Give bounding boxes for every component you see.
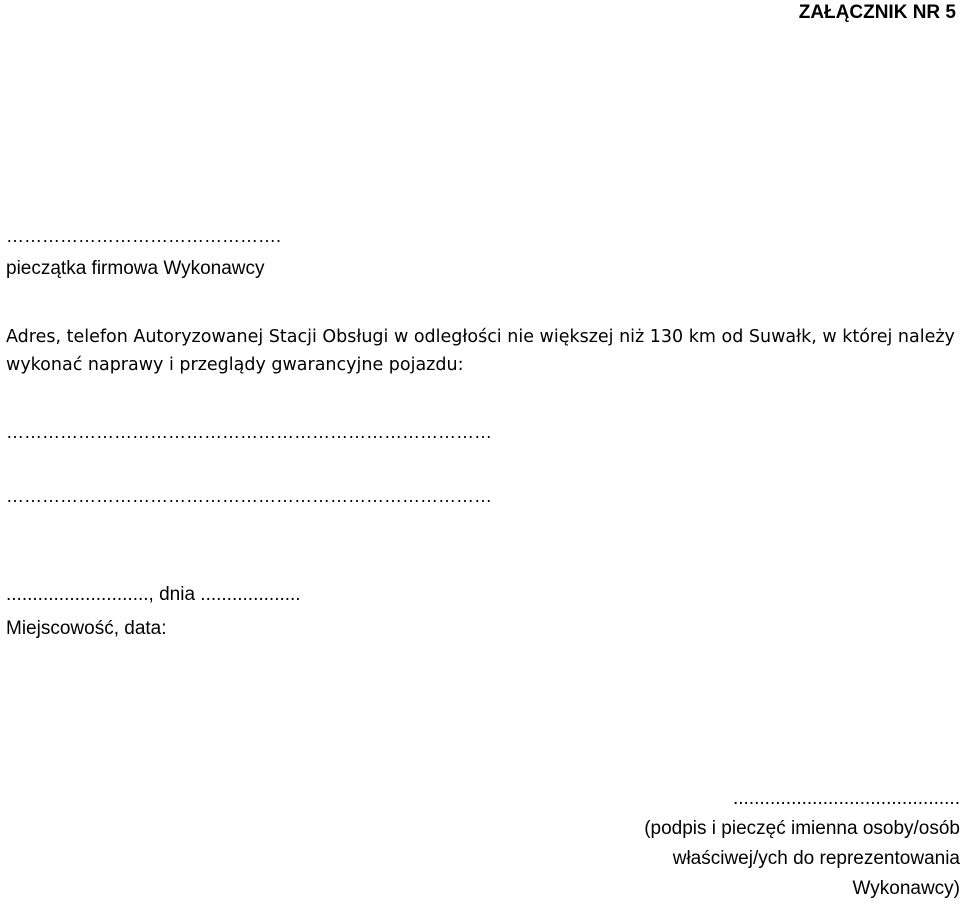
fill-line-2: ……………………………………………………………………… xyxy=(6,486,492,506)
place-date-field: ..........................., dnia ................... xyxy=(6,584,301,605)
stamp-placeholder-dots: ………………………………………. xyxy=(6,226,282,246)
signature-block xyxy=(540,784,960,904)
document-header: ZAŁĄCZNIK NR 5 xyxy=(798,2,956,23)
signature-caption-line-3: Wykonawcy) xyxy=(852,878,960,899)
fill-line-1: ……………………………………………………………………… xyxy=(6,422,492,442)
stamp-label: pieczątka firmowa Wykonawcy xyxy=(6,258,265,279)
place-date-label: Miejscowość, data: xyxy=(6,618,167,639)
signature-dots: ........................................... xyxy=(733,788,960,809)
signature-caption-line-1: (podpis i pieczęć imienna osoby/osób xyxy=(644,818,960,839)
address-instruction: Adres, telefon Autoryzowanej Stacji Obsługi w odległości nie większej niż 130 km od Suwałk, w której należy wykonać naprawy i przeglądy gwarancyjne pojazdu: xyxy=(6,327,955,375)
signature-caption-line-2: właściwej/ych do reprezentowania xyxy=(672,848,960,869)
